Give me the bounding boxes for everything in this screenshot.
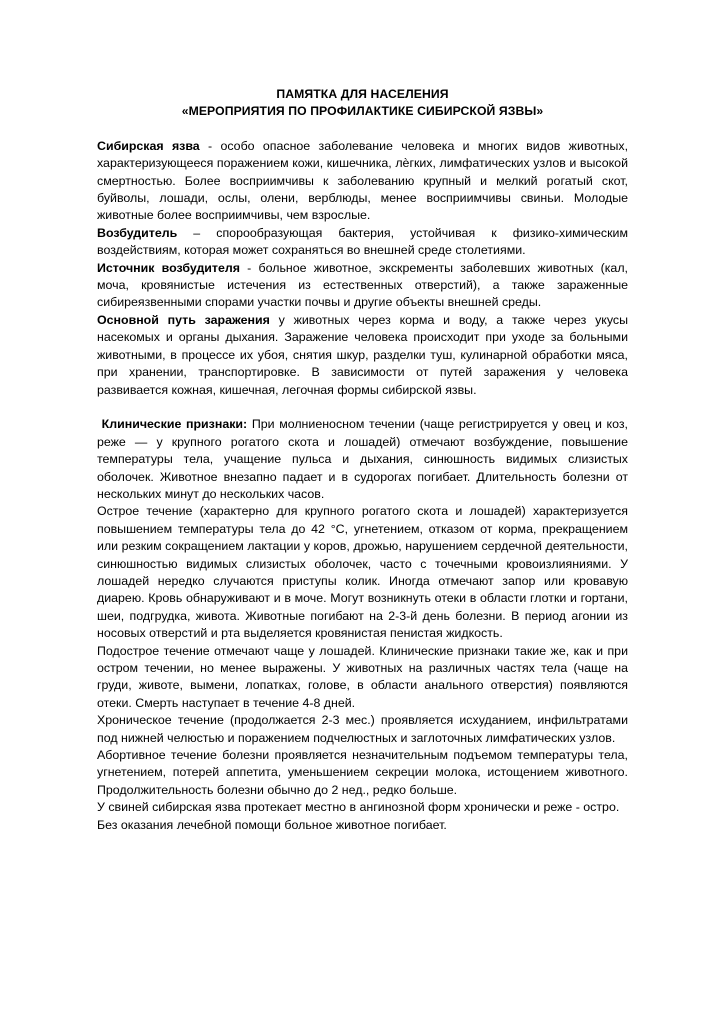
section-definition xyxy=(97,138,628,225)
section-source-body: - больное животное, экскременты заболевших животных (кал, моча, кровянистые истечения из естественных отверстий), а также зараженные сибиреязвенными спорами участки почвы и другие объекты внешней среды. xyxy=(97,260,628,310)
paragraph-gap xyxy=(97,399,628,416)
section-source-heading: Источник возбудителя xyxy=(97,260,240,275)
section-no-treatment: Без оказания лечебной помощи больное животное погибает. xyxy=(97,817,447,832)
page-title-line-2: «МЕРОПРИЯТИЯ ПО ПРОФИЛАКТИКЕ СИБИРСКОЙ ЯЗВЫ» xyxy=(181,104,544,119)
section-agent xyxy=(97,225,628,260)
section-clinical-signs xyxy=(97,416,628,503)
section-chronic-course: Хроническое течение (продолжается 2-3 мес.) проявляется исхуданием, инфильтратами под нижней челюстью и поражением подчелюстных и заглоточных лимфатических узлов. xyxy=(97,713,628,745)
section-clinical-signs-heading: Клинические признаки: xyxy=(101,417,248,432)
section-agent-heading: Возбудитель xyxy=(97,225,178,240)
section-transmission xyxy=(97,312,628,399)
section-transmission-body: у животных через корма и воду, а также через укусы насекомых и органы дыхания. Заражение человека происходит при уходе за больными животными, в процессе их убоя, снятия шкур, разделки туш, кулинарной обработки мяса, при хранении, транспортировке. В зависимости от путей заражения у человека развивается кожная, кишечная, легочная формы сибирской язвы. xyxy=(97,312,629,397)
section-transmission-heading: Основной путь заражения xyxy=(97,312,270,327)
section-definition-heading: Сибирская язва xyxy=(97,138,200,153)
section-definition-body: - особо опасное заболевание человека и многих видов животных, характеризующееся поражением кожи, кишечника, лѐгких, лимфатических узлов и высокой смертностью. Более восприимчивы к заболеванию крупный и мелкий рогатый скот, буйволы, лошади, ослы, олени, верблюды, менее восприимчивы свиньи. Молодые животные более восприимчивы, чем взрослые. xyxy=(97,138,629,223)
section-clinical-signs-body: При молниеносном течении (чаще регистрируется у овец и коз, реже — у крупного рогатого скота и лошадей) отмечают возбуждение, повышение температуры тела, учащение пульса и дыхания, синюшность видимых слизистых оболочек. Животное внезапно падает и в судорогах погибает. Длительность болезни от нескольких минут до нескольких часов. xyxy=(97,417,628,501)
section-abortive-course: Абортивное течение болезни проявляется незначительным подъемом температуры тела, угнетением, потерей аппетита, уменьшением секреции молока, истощением животного. Продолжительность болезни обычно до 2 нед., редко больше. xyxy=(97,748,628,797)
document-content xyxy=(97,86,628,834)
section-source xyxy=(97,260,628,312)
section-swine: У свиней сибирская язва протекает местно в ангинозной форм хронически и реже - остро. xyxy=(97,800,620,815)
page-title xyxy=(97,86,628,121)
section-acute-course: Острое течение (характерно для крупного рогатого скота и лошадей) характеризуется повышением температуры тела до 42 °С, угнетением, отказом от корма, прекращением или резким сокращением лактации у коров, дрожью, нарушением сердечной деятельности, синюшностью видимых слизистых оболочек, часто с точечными кровоизлияниями. У лошадей нередко случаются приступы колик. Иногда отмечают запор или кровавую диарею. Кровь обнаруживают и в моче. Могут возникнуть отеки в области глотки и гортани, шеи, подгрудка, живота. Животные погибают на 2-3-й день болезни. В период агонии из носовых отверстий и рта выделяется кровянистая пенистая жидкость. xyxy=(97,504,628,641)
title-spacer xyxy=(97,121,628,138)
page-title-line-1: ПАМЯТКА ДЛЯ НАСЕЛЕНИЯ xyxy=(276,87,449,101)
section-agent-body: – спорообразующая бактерия, устойчивая к физико-химическим воздействиям, которая может сохраняться во внешней среде столетиями. xyxy=(97,225,628,258)
section-subacute-course: Подострое течение отмечают чаще у лошадей. Клинические признаки такие же, как и при остром течении, но менее выражены. У животных на различных частях тела (чаще на груди, животе, вымени, лопатках, голове, в области анального отверстия) появляются отеки. Смерть наступает в течение 4-8 дней. xyxy=(97,643,628,710)
